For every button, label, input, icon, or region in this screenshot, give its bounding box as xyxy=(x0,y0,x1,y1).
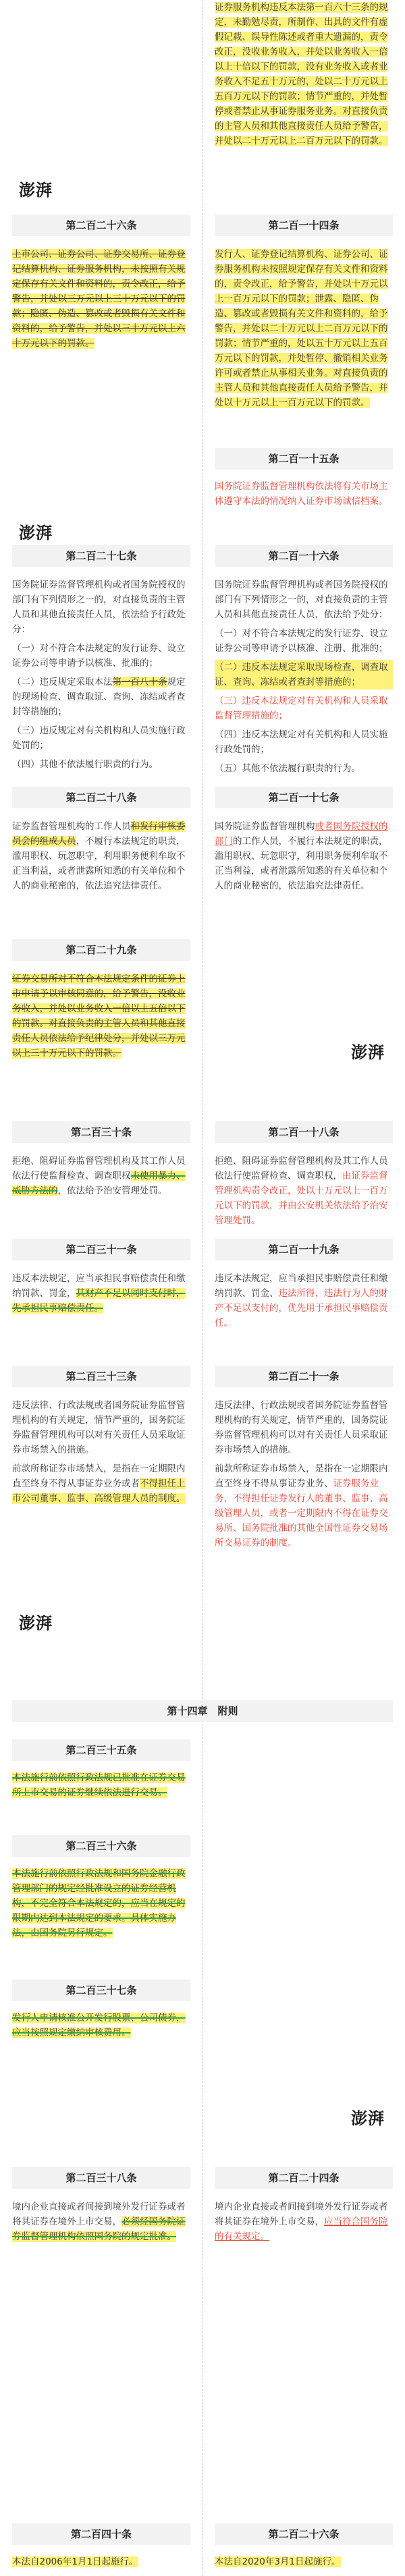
article-217-text: 国务院证券监督管理机构或者国务院授权的部门的工作人员，不履行本法规定的职责，滥用职权、玩忽职守，利用职务便利牟取不正当利益，或者泄露所知悉的有关单位和个人的商业秘密的，依法追究法律责任。 xyxy=(215,821,388,891)
article-219-heading: 第二百一十九条 xyxy=(215,1239,393,1260)
article-235-heading: 第二百三十五条 xyxy=(12,1739,190,1761)
article-219-text: 违反本法规定，应当承担民事赔偿责任和缴纳罚款、罚金、违法所得，违法行为人的财产不足以支付的，优先用于承担民事赔偿责任。 xyxy=(215,1273,388,1328)
article-230-text: 拒绝、阻碍证券监督管理机构及其工作人员依法行使监督检查、调查职权未使用暴力、威胁方法的，依法给予治安管理处罚。 xyxy=(12,1156,186,1196)
article-229-text: 证券交易所对不符合本法规定条件的证券上市申请予以审核同意的，给予警告，没收业务收入，并处以业务收入一倍以上五倍以下的罚款。对直接负责的主管人员和其他直接责任人员依法给予纪律处分，并处以三万元以上三十万元以下的罚款。 xyxy=(12,974,186,1059)
article-221-heading: 第二百二十一条 xyxy=(215,1366,393,1387)
article-230-heading: 第二百三十条 xyxy=(12,1121,190,1143)
watermark-logo: 澎湃 xyxy=(19,1613,53,1633)
article-224-heading: 第二百二十四条 xyxy=(215,2167,393,2189)
article-233-text: 违反法律、行政法规或者国务院证券监督管理机构的有关规定，情节严重的，国务院证券监督管理机构可以对有关责任人员采取证券市场禁入的措施。 前款所称证券市场禁入，是指在一定期限内直至终身不得从事证券业务或者不得担任上市公司董事、监事、高级管理人员的制度。 xyxy=(12,1400,186,1504)
article-225-heading: 第二百二十六条 xyxy=(12,215,190,236)
article-226-text: 本法自2020年3月1日起施行。 xyxy=(215,2556,341,2567)
article-237-heading: 第二百三十七条 xyxy=(12,1980,190,2001)
article-227-text: 国务院证券监督管理机构或者国务院授权的部门有下列情形之一的，对直接负责的主管人员和其他直接责任人员，依法给予行政处分： （一）对不符合本法规定的发行证券、设立证券公司等申请予以核准、批准的； （二）违反规定采取本法第一百八十条规定的现场检查、调查取证、查询、冻结或者查封等措施的； （三）违反规定对有关机构和人员实施行政处罚的； （四）其他不依法履行职责的行为。 xyxy=(12,580,186,770)
article-218-heading: 第二百一十八条 xyxy=(215,1121,393,1143)
article-216-text: 国务院证券监督管理机构或者国务院授权的部门有下列情形之一的，对直接负责的主管人员和其他直接责任人员，依法给予处分： （一）对不符合本法规定的发行证券、设立证券公司等申请予以核准、注册、批准的； （二）违反本法规定采取现场检查、调查取证、查询、冻结或者查封等措施的； （三）违反本法规定对有关机构和人员采取监督管理措施的； （四）违反本法规定对有关机构和人员实施行政处罚的； （五）其他不依法履行职责的行为。 xyxy=(215,578,393,776)
article-231-heading: 第二百三十一条 xyxy=(12,1239,190,1260)
article-214-heading: 第二百一十四条 xyxy=(215,215,393,236)
article-235-text: 本法施行前依照行政法规已批准在证券交易所上市交易的证券继续依法进行交易。 xyxy=(12,1772,186,1798)
article-238-heading: 第二百三十八条 xyxy=(12,2167,190,2189)
article-240-text: 本法自2006年1月1日起施行。 xyxy=(12,2556,138,2567)
article-236-text: 本法施行前依照行政法规和国务院金融行政管理部门的规定经批准设立的证券经营机构，不完全符合本法规定的，应当在规定的限期内达到本法规定的要求。具体实施办法，由国务院另行规定。 xyxy=(12,1868,186,1938)
article-215-text: 国务院证券监督管理机构依法将有关市场主体遵守本法的情况纳入证券市场诚信档案。 xyxy=(215,481,388,507)
article-228-heading: 第二百二十八条 xyxy=(12,787,190,808)
article-228-text: 证券监督管理机构的工作人员和发行审核委员会的组成人员，不履行本法规定的职责，滥用职权、玩忽职守，利用职务便利牟取不正当利益，或者泄露所知悉的有关单位和个人的商业秘密的，依法追究法律责任。 xyxy=(12,821,186,891)
article-227-heading: 第二百二十七条 xyxy=(12,545,190,567)
article-215-heading: 第二百一十五条 xyxy=(215,448,393,470)
watermark-logo: 澎湃 xyxy=(19,523,53,542)
article-226-heading: 第二百二十六条 xyxy=(215,2523,393,2545)
watermark-logo: 澎湃 xyxy=(351,2108,385,2128)
article-217-heading: 第二百一十七条 xyxy=(215,787,393,808)
watermark-logo: 澎湃 xyxy=(351,1042,385,1062)
article-237-text: 发行人申请核准公开发行股票、公司债券，应当按照规定缴纳审核费用。 xyxy=(12,2013,186,2038)
article-238-text: 境内企业直接或者间接到境外发行证券或者将其证券在境外上市交易，必须经国务院证券监督管理机构依照国务院的规定批准。 xyxy=(12,2202,186,2242)
article-218-text: 拒绝、阻碍证券监督管理机构及其工作人员依法行使监督检查、调查职权，由证券监督管理机构责令改正，处以十万元以上一百万元以下的罚款，并由公安机关依法给予治安管理处罚。 xyxy=(215,1156,388,1226)
article-233-heading: 第二百三十三条 xyxy=(12,1366,190,1387)
article-236-heading: 第二百三十六条 xyxy=(12,1835,190,1857)
article-221-text: 违反法律、行政法规或者国务院证券监督管理机构的有关规定，情节严重的，国务院证券监督管理机构可以对有关责任人员采取证券市场禁入的措施。 前款所称证券市场禁入，是指在一定期限内直至终身不得从事证券业务、证券服务业务，不得担任证券发行人的董事、监事、高级管理人员，或者一定期限内不得在证券交易所、国务院批准的其他全国性证券交易场所交易证券的制度。 xyxy=(215,1400,388,1548)
watermark-logo: 澎湃 xyxy=(19,180,53,200)
article-225-text: 上市公司、证券公司、证券交易所、证券登记结算机构、证券服务机构，未按照有关规定保存有关文件和资料的，责令改正，给予警告，并处以三万元以上三十万元以下的罚款；隐匿、伪造、篡改或者毁损有关文件和资料的，给予警告，并处以三十万元以上六十万元以下的罚款。 xyxy=(12,249,186,349)
chapter-14-heading: 第十四章 附则 xyxy=(12,1700,393,1722)
article-231-text: 违反本法规定，应当承担民事赔偿责任和缴纳罚款、罚金，其财产不足以同时支付时，先承担民事赔偿责任。 xyxy=(12,1273,186,1314)
article-continuation-text: 证券服务机构违反本法第一百六十三条的规定，未勤勉尽责，所制作、出具的文件有虚假记载、误导性陈述或者重大遗漏的，责令改正，没收业务收入，并处以业务收入一倍以上十倍以下的罚款，没有业务收入或者业务收入不足五十万元的，处以二十万元以上五百万元以下的罚款；情节严重的，并处暂停或者禁止从事证券服务业务。对直接负责的主管人员和其他直接责任人员给予警告，并处以二十万元以上二百万元以下的罚款。 xyxy=(215,2,388,146)
article-229-heading: 第二百二十九条 xyxy=(12,939,190,961)
article-216-heading: 第二百一十六条 xyxy=(215,545,393,567)
article-214-text: 发行人、证券登记结算机构、证券公司、证券服务机构未按照规定保存有关文件和资料的，责令改正，给予警告，并处以十万元以上一百万元以下的罚款；泄露、隐匿、伪造、篡改或者毁损有关文件和资料的，给予警告，并处以二十万元以上二百万元以下的罚款；情节严重的，处以五十万元以上五百万元以下的罚款，并处暂停、撤销相关业务许可或者禁止从事相关业务。对直接负责的主管人员和其他直接责任人员给予警告，并处以十万元以上一百万元以下的罚款。 xyxy=(215,249,388,408)
article-224-text: 境内企业直接或者间接到境外发行证券或者将其证券在境外上市交易，应当符合国务院的有关规定。 xyxy=(215,2202,388,2242)
article-240-heading: 第二百四十条 xyxy=(12,2523,190,2545)
